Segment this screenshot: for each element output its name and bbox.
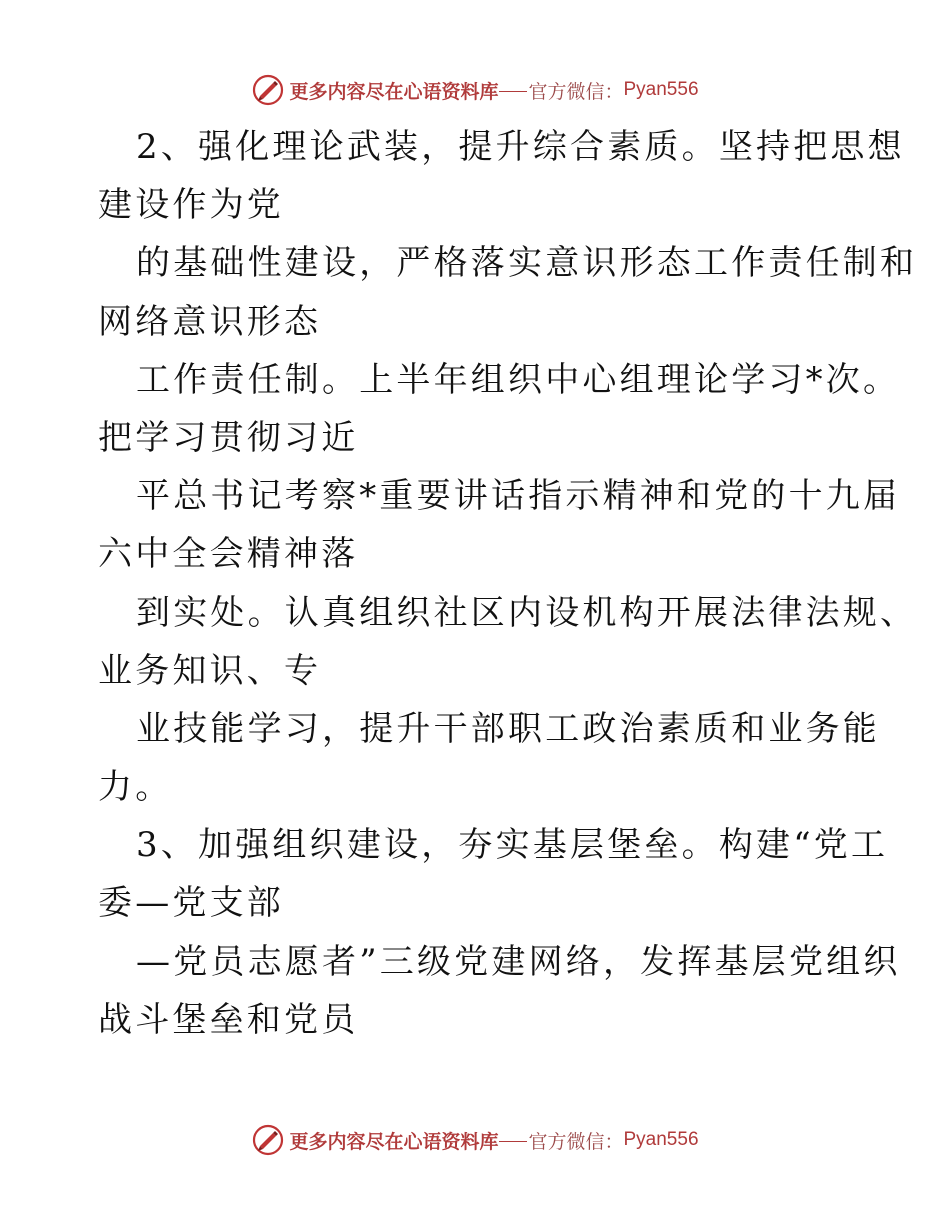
header-banner-main: 更多内容尽在心语资料库 xyxy=(289,80,499,103)
document-body xyxy=(98,118,918,1049)
text-line: 到实处。认真组织社区内设机构开展法律法规、 xyxy=(136,592,918,633)
header-banner-sub: 官方微信： xyxy=(528,80,624,103)
text-line: 平总书记考察*重要讲话指示精神和党的十九届 xyxy=(136,476,901,517)
text-line: 2、强化理论武装，提升综合素质。坚持把思想 xyxy=(136,127,905,167)
footer-banner xyxy=(0,1120,950,1160)
pen-logo-icon xyxy=(251,1123,285,1157)
pen-logo-icon xyxy=(251,73,285,107)
footer-banner-sub: 官方微信： xyxy=(528,1130,624,1153)
text-line: 六中全会精神落 xyxy=(98,534,359,575)
text-line: 把学习贯彻习近 xyxy=(98,417,359,458)
text-line: 3、加强组织建设，夯实基层堡垒。构建“党工 xyxy=(136,825,889,866)
text-line: 力。 xyxy=(98,767,173,808)
footer-banner-id: Pyan556 xyxy=(623,1129,699,1150)
header-banner-text xyxy=(289,77,698,104)
text-line: 工作责任制。上半年组织中心组理论学习*次。 xyxy=(136,359,901,400)
header-banner-id: Pyan556 xyxy=(623,79,699,100)
text-line: 网络意识形态 xyxy=(98,301,322,342)
text-line: 业技能学习，提升干部职工政治素质和业务能 xyxy=(136,708,880,749)
text-line: 的基础性建设，严格落实意识形态工作责任制和 xyxy=(136,243,918,284)
text-line: 委—党支部 xyxy=(98,883,284,924)
text-line: —党员志愿者”三级党建网络，发挥基层党组织 xyxy=(136,941,901,982)
footer-banner-main: 更多内容尽在心语资料库 xyxy=(289,1130,499,1153)
text-line: 业务知识、专 xyxy=(98,650,322,691)
header-banner xyxy=(0,70,950,110)
header-banner-dash xyxy=(499,91,527,92)
text-line: 战斗堡垒和党员 xyxy=(98,999,359,1040)
footer-banner-dash xyxy=(499,1141,527,1142)
text-line: 建设作为党 xyxy=(98,185,284,226)
footer-banner-text xyxy=(289,1127,698,1154)
